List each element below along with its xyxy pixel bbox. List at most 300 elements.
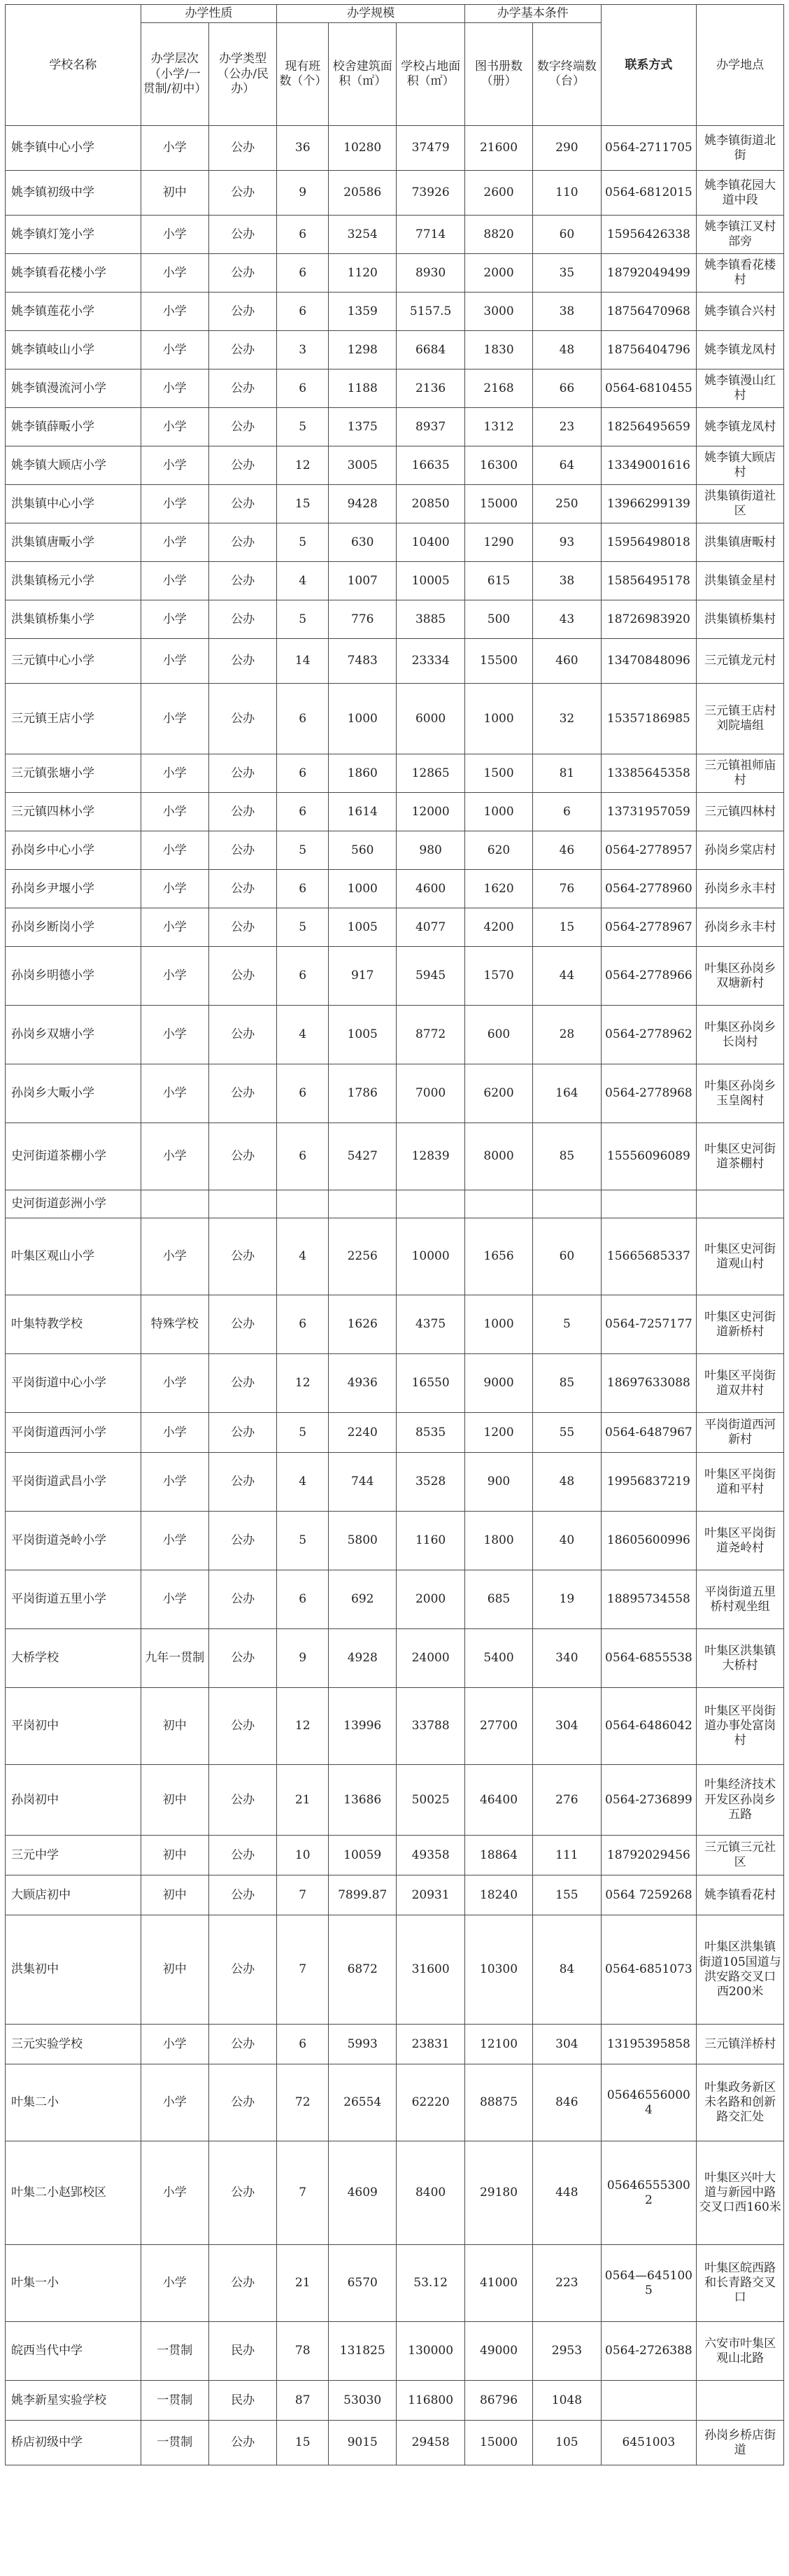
cell-address: 三元镇王店村刘院墙组 (697, 684, 784, 754)
table-row (6, 408, 784, 446)
cell-level: 小学 (141, 1570, 208, 1629)
cell-books: 1570 (464, 947, 532, 1006)
cell-building: 4936 (329, 1354, 397, 1413)
cell-name: 姚李新星实验学校 (6, 2381, 141, 2421)
cell-address: 三元镇龙元村 (697, 639, 784, 684)
cell-books: 3000 (464, 293, 532, 331)
cell-land: 5157.5 (397, 293, 464, 331)
cell-name: 叶集区观山小学 (6, 1218, 141, 1295)
cell-address: 平岗街道五里桥村观坐组 (697, 1570, 784, 1629)
cell-classes: 6 (277, 870, 329, 908)
cell-terminals: 164 (533, 1064, 601, 1123)
col-header-classes: 现有班数（个） (277, 23, 329, 126)
cell-address: 叶集区平岗街道尧岭村 (697, 1512, 784, 1570)
cell-books: 1000 (464, 684, 532, 754)
cell-address: 姚李镇街道北街 (697, 126, 784, 171)
cell-building: 3005 (329, 446, 397, 485)
cell-classes: 5 (277, 908, 329, 947)
cell-address: 洪集镇金星村 (697, 562, 784, 600)
cell-land: 10005 (397, 562, 464, 600)
cell-building: 560 (329, 831, 397, 870)
cell-books: 1200 (464, 1413, 532, 1453)
cell-land: 12000 (397, 793, 464, 831)
cell-classes: 6 (277, 793, 329, 831)
cell-contact: 18256495659 (601, 408, 697, 446)
cell-building: 4928 (329, 1629, 397, 1688)
cell-books: 600 (464, 1006, 532, 1064)
cell-contact: 15856495178 (601, 562, 697, 600)
cell-land: 23831 (397, 2025, 464, 2064)
cell-contact: 13349001616 (601, 446, 697, 485)
cell-contact: 18792029456 (601, 1836, 697, 1875)
cell-terminals: 60 (533, 216, 601, 254)
cell-type: 公办 (209, 1629, 277, 1688)
cell-books: 1620 (464, 870, 532, 908)
cell-contact: 15556096089 (601, 1123, 697, 1190)
table-body (6, 126, 784, 2465)
cell-terminals: 48 (533, 331, 601, 369)
cell-name: 叶集一小 (6, 2245, 141, 2322)
cell-name: 叶集二小 (6, 2064, 141, 2141)
cell-building: 692 (329, 1570, 397, 1629)
cell-name: 三元实验学校 (6, 2025, 141, 2064)
cell-address: 孙岗乡永丰村 (697, 908, 784, 947)
cell-land: 53.12 (397, 2245, 464, 2322)
cell-name: 三元镇王店小学 (6, 684, 141, 754)
cell-building: 13686 (329, 1765, 397, 1836)
cell-classes: 6 (277, 254, 329, 293)
table-row (6, 562, 784, 600)
cell-contact: 18726983920 (601, 600, 697, 639)
cell-level: 初中 (141, 1688, 208, 1765)
cell-books: 2600 (464, 171, 532, 216)
cell-level: 小学 (141, 1123, 208, 1190)
header-row-group (6, 5, 784, 23)
cell-name: 孙岗乡中心小学 (6, 831, 141, 870)
cell-classes: 78 (277, 2322, 329, 2381)
cell-contact: 18756404796 (601, 331, 697, 369)
cell-contact: 15956426338 (601, 216, 697, 254)
table-row (6, 1512, 784, 1570)
cell-building: 4609 (329, 2141, 397, 2245)
cell-address: 三元镇洋桥村 (697, 2025, 784, 2064)
cell-books: 6200 (464, 1064, 532, 1123)
cell-type: 公办 (209, 639, 277, 684)
cell-type: 公办 (209, 2064, 277, 2141)
cell-type (209, 1190, 277, 1218)
cell-level: 小学 (141, 870, 208, 908)
cell-building: 20586 (329, 171, 397, 216)
cell-books: 1800 (464, 1512, 532, 1570)
cell-building: 7483 (329, 639, 397, 684)
cell-contact: 0564-2778962 (601, 1006, 697, 1064)
cell-building: 1000 (329, 870, 397, 908)
cell-building: 1000 (329, 684, 397, 754)
cell-type: 公办 (209, 171, 277, 216)
cell-land: 29458 (397, 2421, 464, 2465)
cell-name: 平岗街道西河小学 (6, 1413, 141, 1453)
cell-name: 三元中学 (6, 1836, 141, 1875)
table-row (6, 1190, 784, 1218)
cell-name: 平岗街道中心小学 (6, 1354, 141, 1413)
cell-building (329, 1190, 397, 1218)
cell-building: 1614 (329, 793, 397, 831)
cell-address: 叶集区皖西路和长青路交叉口 (697, 2245, 784, 2322)
cell-address: 姚李镇漫山红村 (697, 369, 784, 408)
cell-level: 小学 (141, 754, 208, 793)
cell-books: 88875 (464, 2064, 532, 2141)
cell-terminals: 44 (533, 947, 601, 1006)
cell-terminals: 110 (533, 171, 601, 216)
cell-contact: 056465560004 (601, 2064, 697, 2141)
cell-building: 6570 (329, 2245, 397, 2322)
cell-contact: 13385645358 (601, 754, 697, 793)
table-row (6, 1413, 784, 1453)
cell-books: 12100 (464, 2025, 532, 2064)
cell-level: 小学 (141, 793, 208, 831)
cell-classes: 21 (277, 1765, 329, 1836)
cell-contact: 0564-6855538 (601, 1629, 697, 1688)
cell-type: 公办 (209, 870, 277, 908)
table-row (6, 1836, 784, 1875)
cell-terminals (533, 1190, 601, 1218)
cell-books: 21600 (464, 126, 532, 171)
cell-terminals: 38 (533, 293, 601, 331)
cell-contact: 6451003 (601, 2421, 697, 2465)
cell-terminals: 35 (533, 254, 601, 293)
cell-contact: 0564-2726388 (601, 2322, 697, 2381)
cell-classes: 6 (277, 293, 329, 331)
cell-contact: 056465553002 (601, 2141, 697, 2245)
cell-terminals: 460 (533, 639, 601, 684)
cell-land: 8930 (397, 254, 464, 293)
cell-terminals: 155 (533, 1875, 601, 1915)
cell-name: 洪集镇中心小学 (6, 485, 141, 523)
cell-contact: 0564—6451005 (601, 2245, 697, 2322)
cell-terminals: 48 (533, 1453, 601, 1512)
cell-classes: 7 (277, 1875, 329, 1915)
table-row (6, 293, 784, 331)
cell-classes: 15 (277, 485, 329, 523)
cell-type: 公办 (209, 408, 277, 446)
cell-name: 孙岗乡断岗小学 (6, 908, 141, 947)
cell-building: 7899.87 (329, 1875, 397, 1915)
cell-classes: 6 (277, 369, 329, 408)
cell-address: 姚李镇合兴村 (697, 293, 784, 331)
table-row (6, 684, 784, 754)
cell-type: 公办 (209, 1218, 277, 1295)
cell-books: 900 (464, 1453, 532, 1512)
cell-address: 姚李镇龙凤村 (697, 331, 784, 369)
cell-type: 公办 (209, 2141, 277, 2245)
cell-level: 小学 (141, 639, 208, 684)
cell-level (141, 1190, 208, 1218)
cell-building: 26554 (329, 2064, 397, 2141)
cell-classes: 14 (277, 639, 329, 684)
cell-classes: 6 (277, 2025, 329, 2064)
table-row (6, 1064, 784, 1123)
cell-books: 41000 (464, 2245, 532, 2322)
col-header-contact: 联系方式 (601, 5, 697, 126)
cell-building: 1298 (329, 331, 397, 369)
cell-level: 一贯制 (141, 2421, 208, 2465)
cell-type: 公办 (209, 684, 277, 754)
cell-address (697, 1190, 784, 1218)
cell-terminals: 38 (533, 562, 601, 600)
col-header-books: 图书册数（册） (464, 23, 532, 126)
table-row (6, 485, 784, 523)
cell-building: 9428 (329, 485, 397, 523)
cell-name: 孙岗乡双塘小学 (6, 1006, 141, 1064)
cell-terminals: 19 (533, 1570, 601, 1629)
cell-land: 7714 (397, 216, 464, 254)
cell-terminals: 64 (533, 446, 601, 485)
cell-classes: 7 (277, 1915, 329, 2025)
cell-terminals: 55 (533, 1413, 601, 1453)
cell-building: 1120 (329, 254, 397, 293)
cell-land: 3528 (397, 1453, 464, 1512)
cell-address: 三元镇四林村 (697, 793, 784, 831)
table-row (6, 523, 784, 562)
cell-address: 平岗街道西河新村 (697, 1413, 784, 1453)
table-row (6, 947, 784, 1006)
cell-classes: 6 (277, 1123, 329, 1190)
cell-level: 小学 (141, 1413, 208, 1453)
cell-name: 姚李镇看花楼小学 (6, 254, 141, 293)
cell-classes: 12 (277, 1688, 329, 1765)
cell-land: 23334 (397, 639, 464, 684)
cell-address: 姚李镇看花楼村 (697, 254, 784, 293)
cell-address: 叶集区史河街道观山村 (697, 1218, 784, 1295)
cell-type: 公办 (209, 1570, 277, 1629)
cell-level: 初中 (141, 1915, 208, 2025)
cell-type: 公办 (209, 126, 277, 171)
cell-level: 小学 (141, 408, 208, 446)
cell-land: 10400 (397, 523, 464, 562)
cell-level: 小学 (141, 1006, 208, 1064)
cell-land: 16635 (397, 446, 464, 485)
table-row (6, 1006, 784, 1064)
table-row (6, 216, 784, 254)
cell-books: 500 (464, 600, 532, 639)
cell-address: 孙岗乡桥店街道 (697, 2421, 784, 2465)
cell-level: 小学 (141, 1453, 208, 1512)
cell-land: 1160 (397, 1512, 464, 1570)
cell-land: 49358 (397, 1836, 464, 1875)
cell-contact (601, 2381, 697, 2421)
cell-contact: 18605600996 (601, 1512, 697, 1570)
cell-name: 孙岗乡尹堰小学 (6, 870, 141, 908)
cell-type: 公办 (209, 446, 277, 485)
cell-classes: 4 (277, 1453, 329, 1512)
cell-name: 史河街道彭洲小学 (6, 1190, 141, 1218)
cell-contact: 0564-7257177 (601, 1295, 697, 1354)
table-row (6, 446, 784, 485)
cell-level: 小学 (141, 369, 208, 408)
cell-classes: 3 (277, 331, 329, 369)
cell-type: 公办 (209, 1453, 277, 1512)
cell-land: 12865 (397, 754, 464, 793)
cell-classes: 87 (277, 2381, 329, 2421)
cell-contact: 0564-6810455 (601, 369, 697, 408)
cell-level: 一贯制 (141, 2381, 208, 2421)
cell-books: 620 (464, 831, 532, 870)
cell-contact: 19956837219 (601, 1453, 697, 1512)
cell-address (697, 2381, 784, 2421)
cell-land: 6684 (397, 331, 464, 369)
cell-land: 8400 (397, 2141, 464, 2245)
col-header-name: 学校名称 (6, 5, 141, 126)
col-header-terminals: 数字终端数（台） (533, 23, 601, 126)
cell-land: 73926 (397, 171, 464, 216)
cell-name: 孙岗初中 (6, 1765, 141, 1836)
cell-terminals: 304 (533, 2025, 601, 2064)
col-header-land-area: 学校占地面积（㎡） (397, 23, 464, 126)
cell-name: 平岗街道尧岭小学 (6, 1512, 141, 1570)
cell-name: 史河街道茶棚小学 (6, 1123, 141, 1190)
cell-land (397, 1190, 464, 1218)
cell-classes: 6 (277, 684, 329, 754)
cell-name: 桥店初级中学 (6, 2421, 141, 2465)
col-header-level: 办学层次（小学/一贯制/初中） (141, 23, 208, 126)
cell-terminals: 66 (533, 369, 601, 408)
cell-classes: 4 (277, 562, 329, 600)
cell-contact: 0564-6851073 (601, 1915, 697, 2025)
cell-books: 1830 (464, 331, 532, 369)
cell-address: 姚李镇龙凤村 (697, 408, 784, 446)
col-header-type: 办学类型（公办/民办） (209, 23, 277, 126)
cell-address: 叶集区平岗街道双井村 (697, 1354, 784, 1413)
cell-books: 1312 (464, 408, 532, 446)
cell-name: 平岗初中 (6, 1688, 141, 1765)
cell-address: 叶集区平岗街道和平村 (697, 1453, 784, 1512)
cell-contact: 0564-2778957 (601, 831, 697, 870)
table-row (6, 1218, 784, 1295)
cell-terminals: 46 (533, 831, 601, 870)
cell-land: 37479 (397, 126, 464, 171)
cell-type: 公办 (209, 485, 277, 523)
cell-land: 16550 (397, 1354, 464, 1413)
cell-type: 公办 (209, 1413, 277, 1453)
cell-books: 15000 (464, 2421, 532, 2465)
cell-address: 叶集经济技术开发区孙岗乡五路 (697, 1765, 784, 1836)
cell-type: 公办 (209, 2025, 277, 2064)
table-row (6, 793, 784, 831)
cell-building: 5993 (329, 2025, 397, 2064)
cell-contact: 0564 7259268 (601, 1875, 697, 1915)
cell-type: 公办 (209, 831, 277, 870)
cell-name: 三元镇四林小学 (6, 793, 141, 831)
cell-classes: 12 (277, 446, 329, 485)
cell-books: 46400 (464, 1765, 532, 1836)
cell-terminals: 32 (533, 684, 601, 754)
cell-books (464, 1190, 532, 1218)
cell-land: 20931 (397, 1875, 464, 1915)
cell-terminals: 448 (533, 2141, 601, 2245)
cell-terminals: 290 (533, 126, 601, 171)
cell-name: 洪集镇杨元小学 (6, 562, 141, 600)
cell-contact: 0564-2736899 (601, 1765, 697, 1836)
cell-name: 洪集初中 (6, 1915, 141, 2025)
cell-land: 980 (397, 831, 464, 870)
cell-address: 姚李镇大顾店村 (697, 446, 784, 485)
table-row (6, 831, 784, 870)
cell-type: 公办 (209, 1512, 277, 1570)
cell-type: 公办 (209, 2421, 277, 2465)
cell-land: 12839 (397, 1123, 464, 1190)
cell-terminals: 105 (533, 2421, 601, 2465)
cell-building: 1860 (329, 754, 397, 793)
cell-address: 洪集镇唐畈村 (697, 523, 784, 562)
cell-terminals: 43 (533, 600, 601, 639)
cell-land: 130000 (397, 2322, 464, 2381)
cell-address: 姚李镇江叉村部旁 (697, 216, 784, 254)
cell-books: 615 (464, 562, 532, 600)
table-row (6, 2421, 784, 2465)
cell-building: 776 (329, 600, 397, 639)
table-row (6, 1629, 784, 1688)
cell-name: 大桥学校 (6, 1629, 141, 1688)
cell-contact: 15665685337 (601, 1218, 697, 1295)
school-table (5, 4, 784, 2465)
cell-level: 小学 (141, 600, 208, 639)
cell-land: 116800 (397, 2381, 464, 2421)
cell-classes (277, 1190, 329, 1218)
cell-type: 公办 (209, 293, 277, 331)
cell-land: 33788 (397, 1688, 464, 1765)
cell-land: 62220 (397, 2064, 464, 2141)
cell-books: 29180 (464, 2141, 532, 2245)
cell-name: 洪集镇唐畈小学 (6, 523, 141, 562)
cell-level: 九年一贯制 (141, 1629, 208, 1688)
cell-building: 10059 (329, 1836, 397, 1875)
cell-contact: 0564-2778960 (601, 870, 697, 908)
cell-address: 三元镇三元社区 (697, 1836, 784, 1875)
cell-building: 10280 (329, 126, 397, 171)
cell-name: 叶集特教学校 (6, 1295, 141, 1354)
cell-land: 31600 (397, 1915, 464, 2025)
cell-contact: 13470848096 (601, 639, 697, 684)
cell-building: 917 (329, 947, 397, 1006)
cell-contact: 18895734558 (601, 1570, 697, 1629)
cell-name: 三元镇张塘小学 (6, 754, 141, 793)
cell-level: 小学 (141, 216, 208, 254)
cell-terminals: 85 (533, 1354, 601, 1413)
cell-address: 叶集区孙岗乡双塘新村 (697, 947, 784, 1006)
table-row (6, 870, 784, 908)
cell-classes: 6 (277, 1570, 329, 1629)
table-row (6, 2064, 784, 2141)
table-row (6, 1688, 784, 1765)
cell-building: 1005 (329, 908, 397, 947)
table-row (6, 126, 784, 171)
cell-type: 公办 (209, 1915, 277, 2025)
cell-books: 8000 (464, 1123, 532, 1190)
cell-name: 平岗街道武昌小学 (6, 1453, 141, 1512)
cell-terminals: 250 (533, 485, 601, 523)
cell-classes: 7 (277, 2141, 329, 2245)
cell-classes: 6 (277, 1295, 329, 1354)
table-row (6, 171, 784, 216)
cell-address: 叶集区史河街道茶棚村 (697, 1123, 784, 1190)
cell-type: 公办 (209, 947, 277, 1006)
cell-level: 小学 (141, 947, 208, 1006)
cell-building: 1375 (329, 408, 397, 446)
cell-classes: 5 (277, 1512, 329, 1570)
cell-books: 49000 (464, 2322, 532, 2381)
cell-name: 姚李镇中心小学 (6, 126, 141, 171)
cell-type: 公办 (209, 1064, 277, 1123)
